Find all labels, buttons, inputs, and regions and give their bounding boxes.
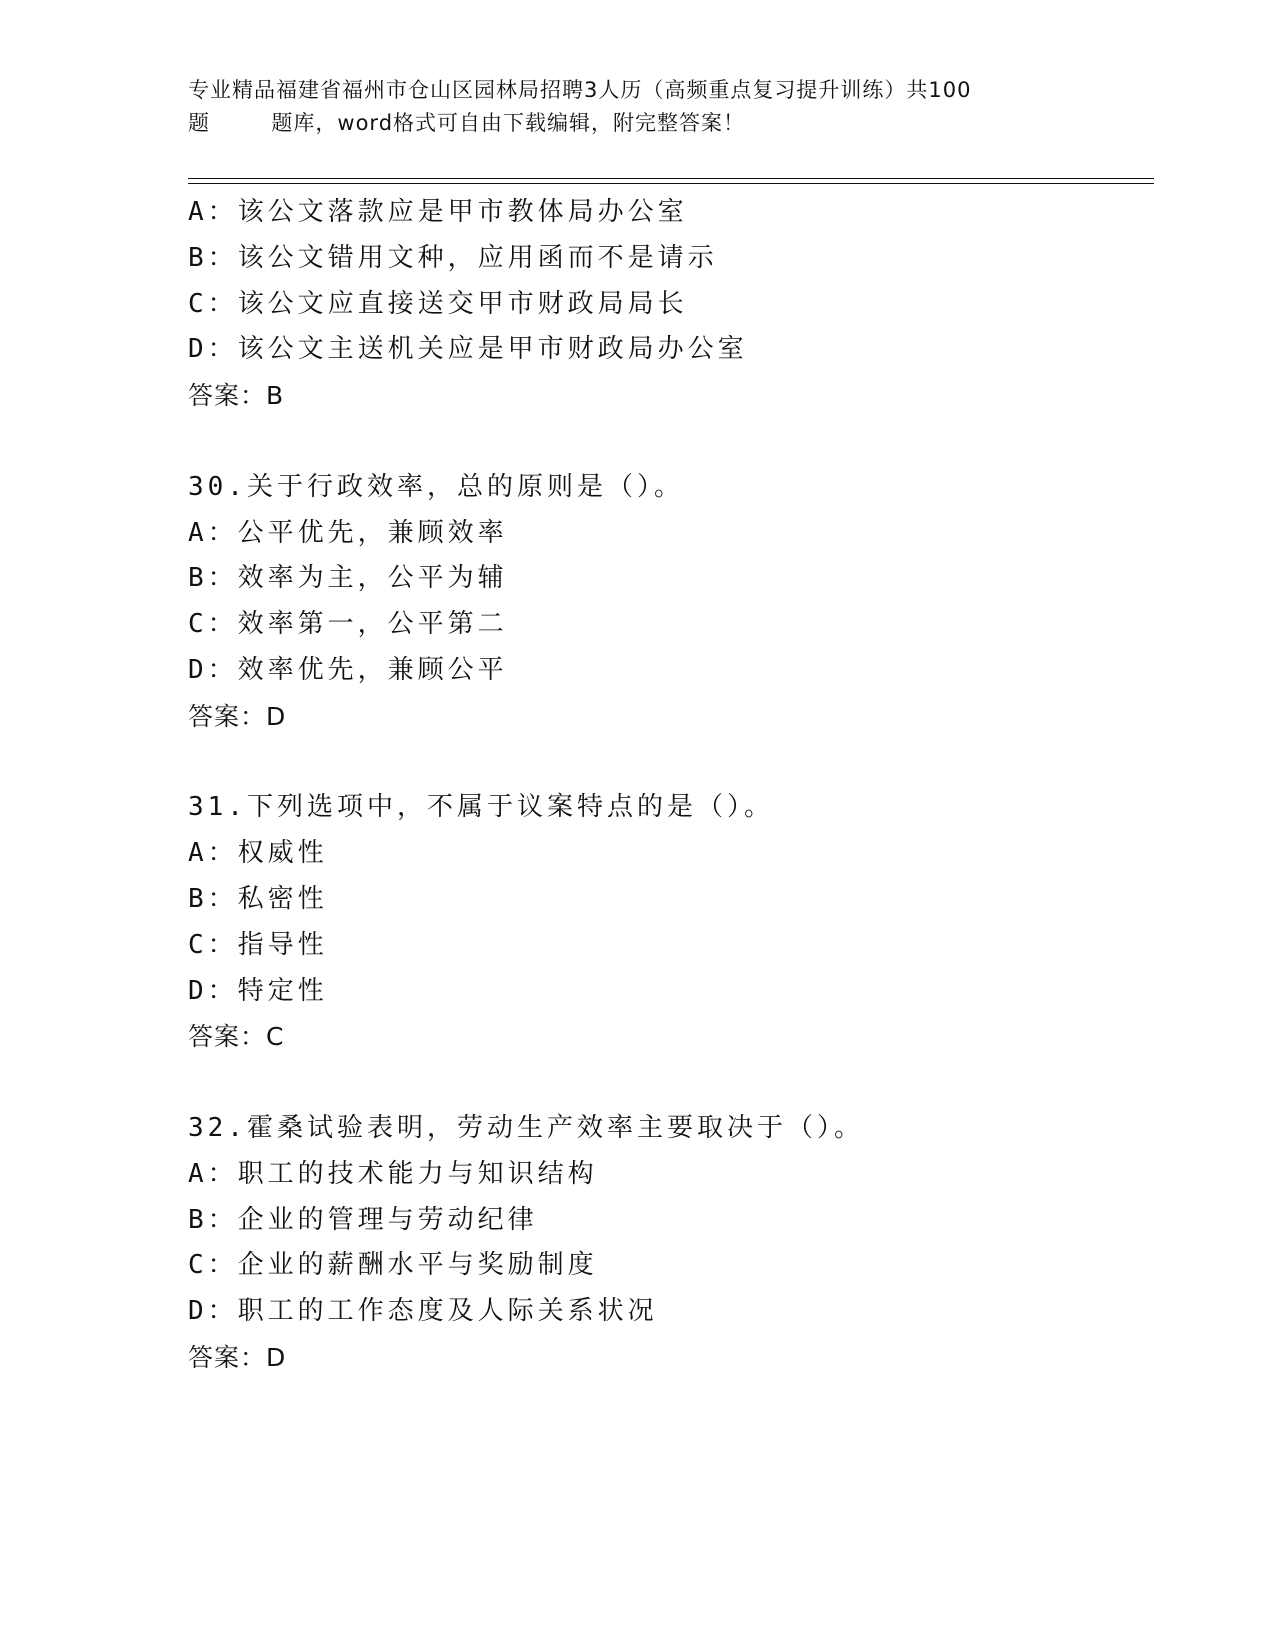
option-a: A：职工的技术能力与知识结构 [188,1158,598,1189]
option-b: B：企业的管理与劳动纪律 [188,1204,538,1235]
option-c: C：该公文应直接送交甲市财政局局长 [188,288,688,319]
option-d: D：该公文主送机关应是甲市财政局办公室 [188,334,748,365]
answer-text: 答案：C [188,1022,285,1052]
header-title-line: 专业精品福建省福州市仓山区园林局招聘3人历（高频重点复习提升训练）共100 [188,78,972,102]
option-b: B：该公文错用文种，应用函而不是请示 [188,242,718,273]
option-d: D：职工的工作态度及人际关系状况 [188,1296,658,1327]
question-text: 30.关于行政效率，总的原则是（）。 [188,471,684,502]
header-divider-bottom [188,183,1154,184]
question-block [188,785,1154,1060]
answer-text: 答案：D [188,1342,287,1372]
option-c: C：效率第一，公平第二 [188,609,508,640]
option-c: C：指导性 [188,929,328,960]
question-spacer [188,740,1154,786]
question-block [188,465,1154,740]
question-text: 32.霍桑试验表明，劳动生产效率主要取决于（）。 [188,1112,864,1143]
option-a: A：公平优先，兼顾效率 [188,517,508,548]
option-b: B：效率为主，公平为辅 [188,563,508,594]
option-a: A：权威性 [188,838,328,869]
question-block [188,1106,1154,1381]
question-list [188,190,1154,1381]
option-a: A：该公文落款应是甲市教体局办公室 [188,197,688,227]
option-b: B：私密性 [188,883,328,914]
question-spacer [188,419,1154,465]
answer-text: 答案：B [188,381,285,411]
document-header [188,74,1088,140]
option-d: D：特定性 [188,975,328,1006]
question-spacer [188,1060,1154,1106]
question-text: 31.下列选项中，不属于议案特点的是（）。 [188,792,774,823]
option-d: D：效率优先，兼顾公平 [188,654,508,685]
answer-text: 答案：D [188,701,287,731]
header-divider-top [188,178,1154,179]
option-c: C：企业的薪酬水平与奖励制度 [188,1250,598,1281]
question-block [188,190,1154,419]
header-subtitle-line: 题 题库，word格式可自由下载编辑，附完整答案！ [188,111,746,135]
